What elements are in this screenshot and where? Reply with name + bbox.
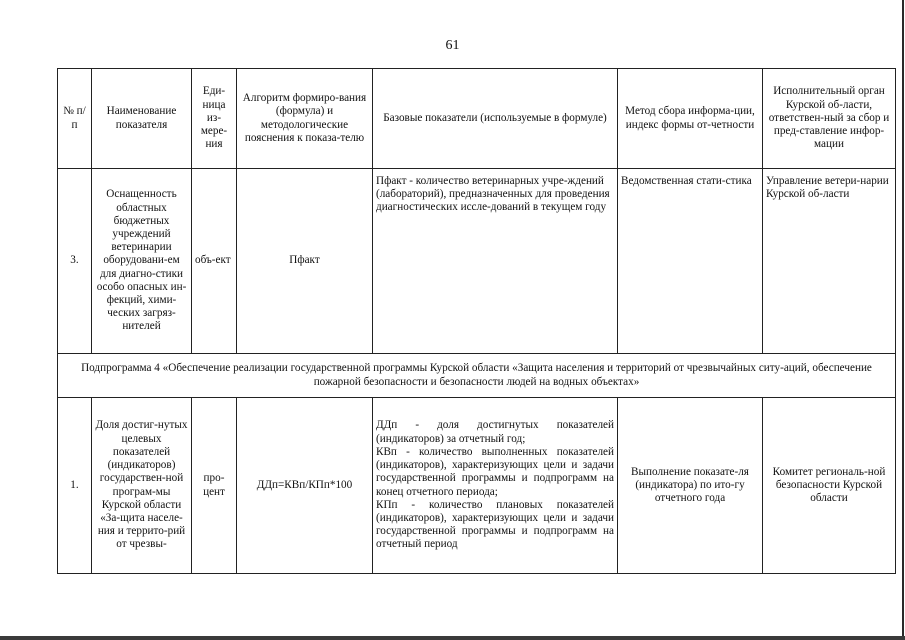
- row1-base-kpp: КПп - количество плановых показателей (индикаторов), характеризующих цели и задачи государственной программы и подпрограмм на отчетный период: [376, 498, 614, 551]
- row3-num: 3.: [58, 169, 92, 354]
- row1-base: [373, 398, 618, 574]
- header-num: № п/п: [58, 69, 92, 169]
- row1-unit: про-цент: [192, 398, 237, 574]
- header-algorithm: Алгоритм формиро-вания (формула) и методологические пояснения к показа-телю: [237, 69, 373, 169]
- page-edge-right: [902, 0, 904, 640]
- row1-executor: Комитет региональ-ной безопасности Курской области: [763, 398, 896, 574]
- row1-name: Доля достиг-нутых целевых показателей (индикаторов) государствен-ной програм-мы Курской области «За-щита населе-ния и террито-рий от чрезвы-: [92, 398, 192, 574]
- table-header-row: [58, 69, 896, 169]
- row1-method: Выполнение показате-ля (индикатора) по ито-гу отчетного года: [618, 398, 763, 574]
- row1-base-kvp: КВп - количество выполненных показателей (индикаторов), характеризующих цели и задачи государственной программы и подпрограмм на конец отчетного периода;: [376, 445, 614, 498]
- row1-base-ddp: ДДп - доля достигнутых показателей (индикаторов) за отчетный год;: [376, 419, 614, 445]
- row3-name: Оснащенность областных бюджетных учреждений ветеринарии оборудовани-ем для диагно-стики особо опасных ин-фекций, хими-ческих загряз-нителей: [92, 169, 192, 354]
- table-row: [58, 169, 896, 354]
- page-number: 61: [445, 38, 460, 53]
- row3-method: Ведомственная стати-стика: [618, 169, 763, 354]
- header-unit: Еди-ница из-мере-ния: [192, 69, 237, 169]
- indicators-table: [57, 68, 896, 574]
- header-base-indicators: Базовые показатели (используемые в формуле): [373, 69, 618, 169]
- row1-num: 1.: [58, 398, 92, 574]
- subprogram-row: [58, 354, 896, 398]
- subprogram-title: Подпрограмма 4 «Обеспечение реализации государственной программы Курской области «Защита населения и территорий от чрезвычайных ситу-аций, обеспечение пожарной безопасности и безопасности людей на водных объектах»: [58, 354, 896, 398]
- page-edge-bottom: [0, 636, 905, 640]
- row3-executor: Управление ветери-нарии Курской об-ласти: [763, 169, 896, 354]
- table-row: [58, 398, 896, 574]
- row3-algorithm: Пфакт: [237, 169, 373, 354]
- header-executor: Исполнительный орган Курской об-ласти, ответствен-ный за сбор и пред-ставление инфор-мации: [763, 69, 896, 169]
- header-name: Наименование показателя: [92, 69, 192, 169]
- row1-algorithm: ДДп=КВп/КПп*100: [237, 398, 373, 574]
- header-collection-method: Метод сбора информа-ции, индекс формы от-четности: [618, 69, 763, 169]
- row3-unit: объ-ект: [192, 169, 237, 354]
- row3-base: Пфакт - количество ветеринарных учре-ждений (лабораторий), предназначенных для проведения диагностических иссле-дований в текущем году: [373, 169, 618, 354]
